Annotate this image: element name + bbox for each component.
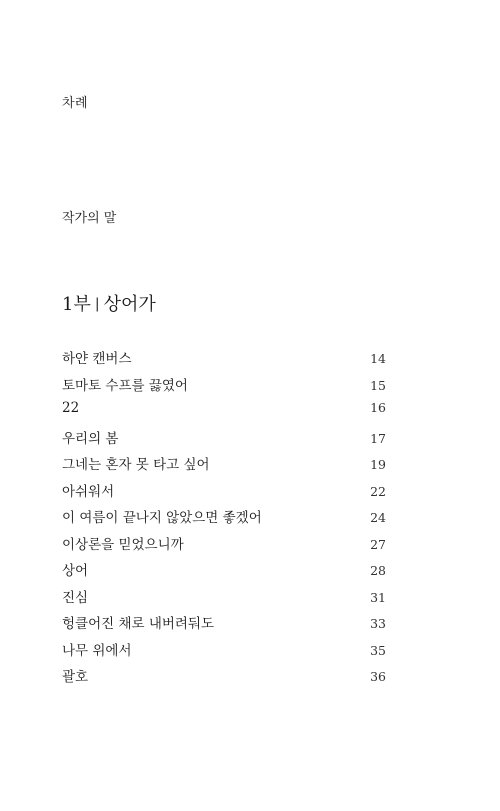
toc-entry bbox=[62, 480, 386, 507]
toc-entry bbox=[62, 586, 386, 613]
entry-title: 나무 위에서 bbox=[62, 642, 132, 659]
toc-entry bbox=[62, 533, 386, 560]
entry-page-number: 17 bbox=[370, 430, 386, 446]
toc-entry-list bbox=[62, 347, 386, 692]
entry-title: 괄호 bbox=[62, 669, 89, 685]
entry-page-number: 19 bbox=[370, 457, 386, 472]
toc-entry bbox=[62, 453, 386, 480]
entry-page-number: 31 bbox=[370, 589, 386, 605]
entry-title: 진심 bbox=[62, 589, 89, 606]
entry-title: 그네는 혼자 못 타고 싶어 bbox=[62, 457, 210, 473]
entry-page-number: 24 bbox=[370, 510, 386, 525]
toc-entry bbox=[62, 639, 386, 666]
entry-title: 하얀 캔버스 bbox=[62, 351, 132, 367]
entry-title: 우리의 봄 bbox=[62, 430, 119, 447]
part-name: 상어가 bbox=[103, 294, 156, 315]
toc-entry bbox=[62, 374, 386, 401]
entry-title: 이 여름이 끝나지 않았으면 좋겠어 bbox=[62, 510, 262, 526]
toc-entry bbox=[62, 506, 386, 533]
toc-entry bbox=[62, 665, 386, 692]
entry-page-number: 16 bbox=[370, 400, 386, 415]
part-number: 1부 bbox=[62, 294, 91, 315]
entry-page-number: 27 bbox=[370, 536, 386, 552]
part-separator: | bbox=[94, 296, 100, 312]
entry-page-number: 15 bbox=[370, 377, 386, 393]
toc-entry bbox=[62, 612, 386, 639]
entry-title: 22 bbox=[62, 400, 80, 416]
entry-page-number: 22 bbox=[370, 483, 386, 499]
entry-title: 상어 bbox=[62, 563, 89, 579]
entry-page-number: 35 bbox=[370, 642, 386, 658]
toc-entry bbox=[62, 347, 386, 374]
entry-page-number: 36 bbox=[370, 669, 386, 684]
preface-entry: 작가의 말 bbox=[62, 211, 117, 226]
entry-page-number: 28 bbox=[370, 563, 386, 578]
entry-page-number: 14 bbox=[370, 351, 386, 366]
part-title bbox=[62, 290, 156, 316]
toc-entry bbox=[62, 559, 386, 586]
toc-entry bbox=[62, 400, 386, 427]
entry-title: 이상론을 믿었으니까 bbox=[62, 536, 184, 553]
entry-title: 토마토 수프를 끓였어 bbox=[62, 377, 188, 394]
entry-title: 헝클어진 채로 내버려둬도 bbox=[62, 616, 215, 632]
entry-page-number: 33 bbox=[370, 616, 386, 631]
toc-entry bbox=[62, 427, 386, 454]
toc-heading: 차례 bbox=[62, 96, 89, 111]
entry-title: 아쉬워서 bbox=[62, 483, 115, 500]
